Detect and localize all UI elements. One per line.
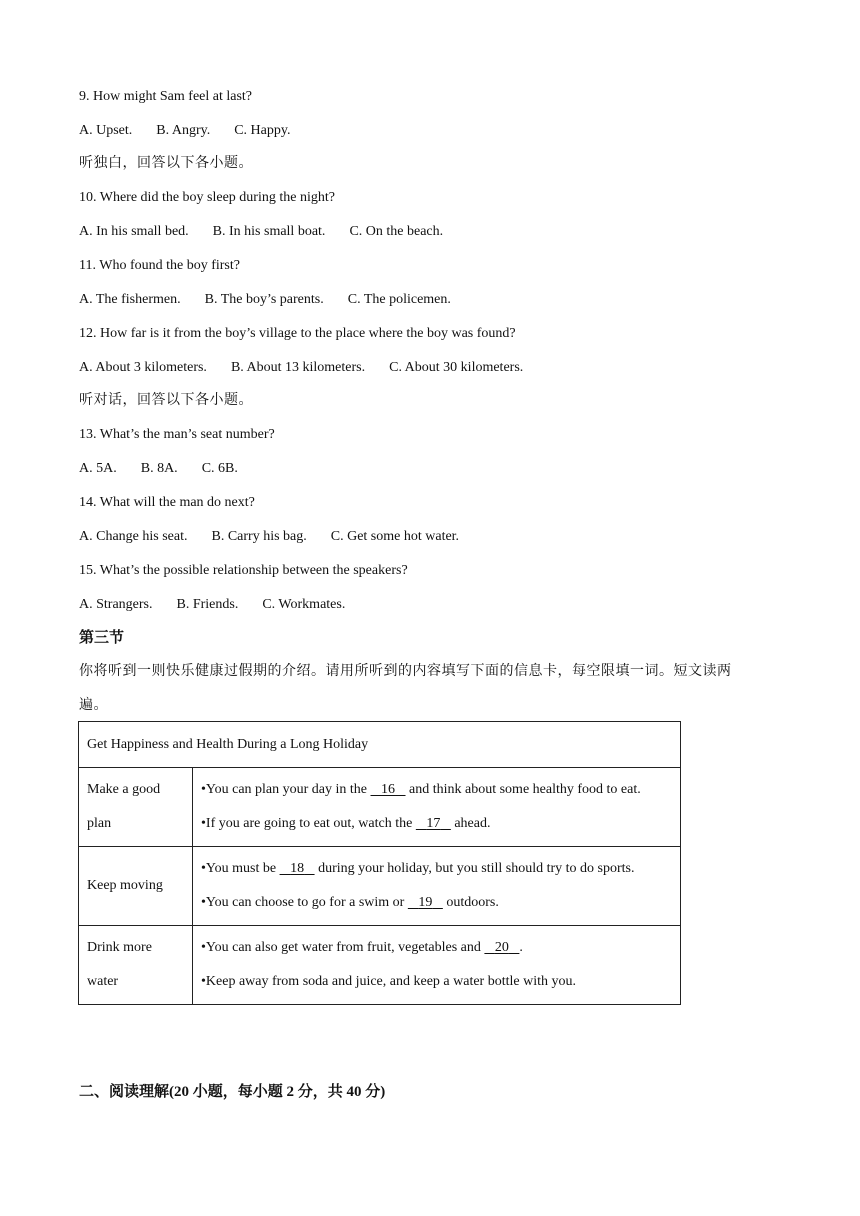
item-line: •Keep away from soda and juice, and keep a water bottle with you. xyxy=(201,974,576,989)
item-line: •If you are going to eat out, watch the 17 ahead. xyxy=(201,807,672,841)
option-c: C. The policemen. xyxy=(347,292,451,307)
part-two-heading: 二、阅读理解(20 小题，每小题 2 分，共 40 分) xyxy=(79,1084,386,1100)
row-label: Make a good plan xyxy=(79,768,193,847)
blank-17[interactable]: 17 xyxy=(426,816,441,831)
table-title-row xyxy=(79,722,681,768)
row-content xyxy=(193,768,681,847)
option-a: A. The fishermen. xyxy=(79,292,181,307)
option-b: B. Angry. xyxy=(156,123,211,138)
option-b: B. 8A. xyxy=(140,461,178,476)
question-9-options xyxy=(79,121,290,141)
question-12: 12. How far is it from the boy’s village to the place where the boy was found? xyxy=(79,326,516,341)
option-a: A. Upset. xyxy=(79,123,133,138)
question-10: 10. Where did the boy sleep during the night? xyxy=(79,190,335,205)
blank-19[interactable]: 19 xyxy=(418,895,433,910)
blank-18[interactable]: 18 xyxy=(290,861,305,876)
row-content xyxy=(193,847,681,926)
monologue-instruction: 听独白，回答以下各小题。 xyxy=(79,156,253,171)
option-c: C. Happy. xyxy=(234,123,291,138)
question-13-options xyxy=(79,459,238,479)
question-11-options xyxy=(79,290,451,310)
option-c: C. About 30 kilometers. xyxy=(389,360,524,375)
option-a: A. 5A. xyxy=(79,461,117,476)
question-9: 9. How might Sam feel at last? xyxy=(79,89,253,104)
option-c: C. 6B. xyxy=(201,461,238,476)
row-label: Drink more water xyxy=(79,926,193,1005)
option-b: B. Carry his bag. xyxy=(211,529,307,544)
table-title: Get Happiness and Health During a Long Holiday xyxy=(79,722,681,768)
section-instruction-line2: 遍。 xyxy=(79,698,108,713)
option-c: C. On the beach. xyxy=(349,224,444,239)
blank-16[interactable]: 16 xyxy=(381,782,396,797)
question-13: 13. What’s the man’s seat number? xyxy=(79,427,275,442)
option-b: B. The boy’s parents. xyxy=(204,292,324,307)
table-row xyxy=(79,768,681,847)
question-14: 14. What will the man do next? xyxy=(79,495,255,510)
option-c: C. Get some hot water. xyxy=(330,529,460,544)
option-a: A. Strangers. xyxy=(79,597,153,612)
option-a: A. Change his seat. xyxy=(79,529,188,544)
option-a: A. In his small bed. xyxy=(79,224,189,239)
table-row xyxy=(79,926,681,1005)
section-heading: 第三节 xyxy=(79,630,125,646)
dialogue-instruction: 听对话，回答以下各小题。 xyxy=(79,393,253,408)
option-b: B. About 13 kilometers. xyxy=(230,360,366,375)
row-label: Keep moving xyxy=(79,847,193,926)
question-11: 11. Who found the boy first? xyxy=(79,258,240,273)
table-row xyxy=(79,847,681,926)
question-12-options xyxy=(79,358,523,378)
option-c: C. Workmates. xyxy=(262,597,346,612)
blank-20[interactable]: 20 xyxy=(494,940,509,955)
section-instruction-line1: 你将听到一则快乐健康过假期的介绍。请用所听到的内容填写下面的信息卡，每空限填一词。短文读两 xyxy=(79,664,732,679)
question-15: 15. What’s the possible relationship between the speakers? xyxy=(79,563,408,578)
info-card-table xyxy=(78,721,681,1005)
option-b: B. Friends. xyxy=(176,597,239,612)
item-line: •You can choose to go for a swim or 19 outdoors. xyxy=(201,886,672,920)
question-15-options xyxy=(79,595,345,615)
option-b: B. In his small boat. xyxy=(212,224,326,239)
item-line: •You must be 18 during your holiday, but you still should try to do sports. xyxy=(201,852,672,886)
question-10-options xyxy=(79,222,443,242)
question-14-options xyxy=(79,527,459,547)
option-a: A. About 3 kilometers. xyxy=(79,360,207,375)
item-line: •You can also get water from fruit, vegetables and 20 . xyxy=(201,931,672,965)
item-line: •You can plan your day in the 16 and think about some healthy food to eat. xyxy=(201,773,672,807)
row-content xyxy=(193,926,681,1005)
